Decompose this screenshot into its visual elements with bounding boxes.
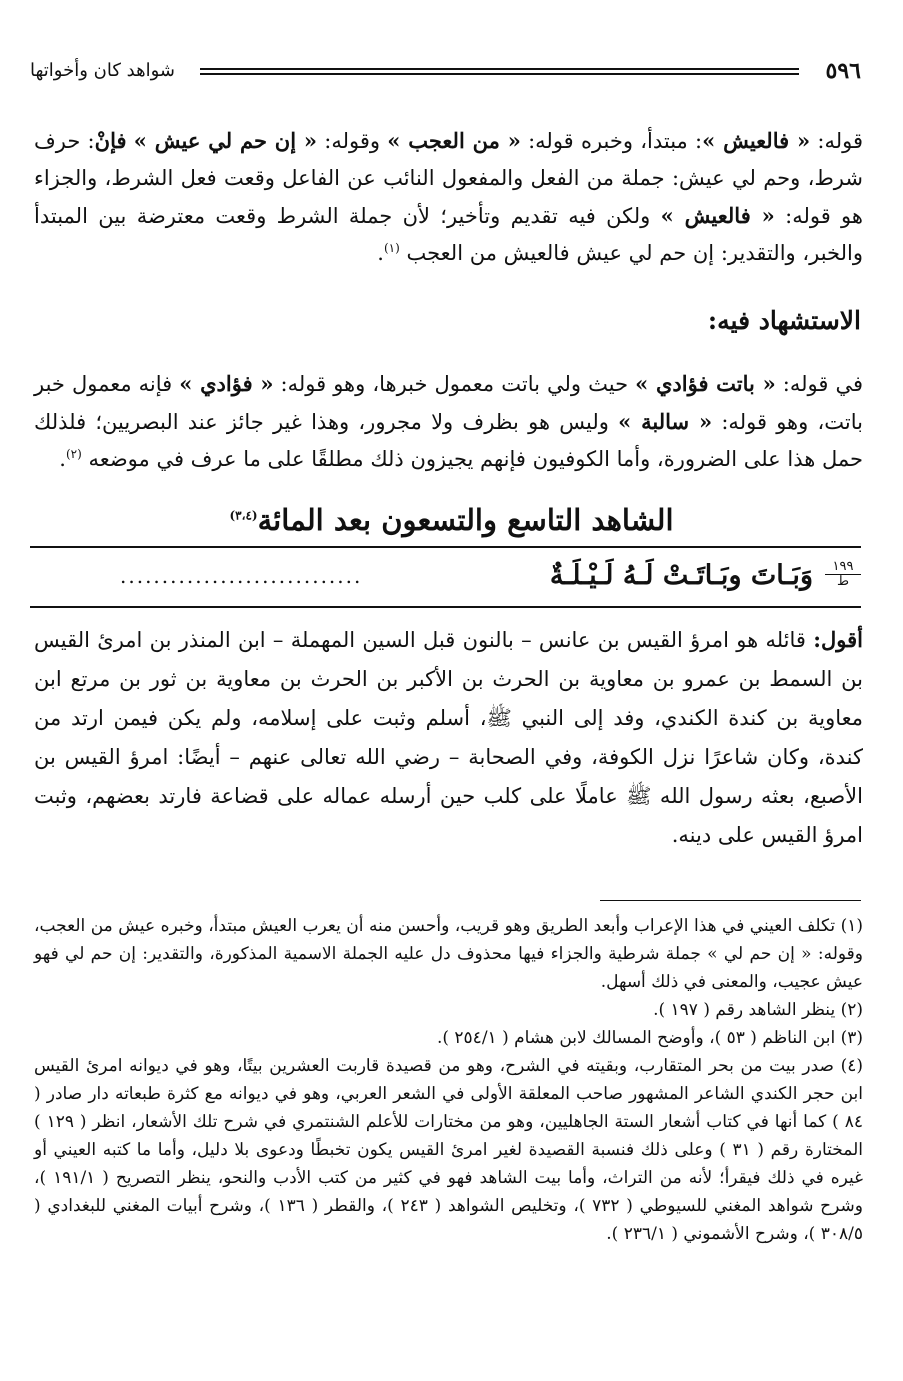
footnote-ref[interactable]: (٢) [65, 447, 82, 461]
footnote-1: (١) تكلف العيني في هذا الإعراب وأبعد الطريق وهو قريب، وأحسن منه أن يعرب العيش مبتدأ، وخبره عيش من العجب، وقوله: « إن حم لي » جملة شرطية والجزاء فيها محذوف دل عليه الجملة الاسمية المذكورة، والتقدير: إن حم لي فهو عيش عجيب، والمعنى في ذلك أسهل. [34, 916, 863, 992]
header-rule [200, 68, 799, 75]
quoted-term: « فؤادي » [179, 371, 274, 396]
text-run: وقوله: [317, 129, 388, 153]
footnote-ref[interactable]: (١) [383, 241, 400, 255]
footnote-separator [600, 900, 861, 901]
footnotes [34, 912, 863, 1248]
quoted-term: « من العجب » [387, 128, 521, 153]
witness-heading-text: الشاهد التاسع والتسعون بعد المائة [257, 503, 674, 537]
quoted-term: « فالعيش » [702, 128, 811, 153]
text-run: فإنه معمول خبر باتت، وهو قوله: [34, 372, 863, 434]
verse-number [825, 560, 861, 589]
text-run: قوله: [810, 129, 863, 153]
paragraph-analysis [34, 122, 863, 272]
text-run: . [59, 447, 66, 471]
footnote-2: (٢) ينظر الشاهد رقم ( ١٩٧ ). [653, 1000, 863, 1020]
footnote-3: (٣) ابن الناظم ( ٥٣ )، وأوضح المسالك لابن هشام ( ٢٥٤/١ ). [436, 1028, 863, 1048]
text-run: : حرف شرط، وحم لي عيش: جملة من الفعل والمفعول النائب عن الفاعل وقعت فعل الشرط، والجزاء هو قوله: [34, 129, 863, 228]
verse-number-sub: ط [836, 574, 850, 589]
quoted-term: « فالعيش » [660, 203, 775, 228]
text-run: حيث ولي باتت معمول خبرها، وهو قوله: [273, 372, 636, 396]
quoted-term: فإنْ [94, 128, 127, 153]
text-run: في قوله: [775, 372, 864, 396]
text-run: وليس هو بظرف ولا مجرور، وهذا غير جائز عند البصريين؛ فلذلك حمل هذا على الضرورة، وأما الكوفيون فإنهم يجيزون ذلك مطلقًا على ما عرف في موضعه [34, 410, 863, 471]
verse-line [30, 556, 861, 602]
quoted-term: « سالبة » [618, 409, 713, 434]
verse-ellipsis: ............................. [120, 564, 363, 588]
quoted-term: « إن حم لي عيش » [133, 128, 318, 153]
text-run [127, 129, 134, 153]
page-number: ٥٩٦ [825, 58, 861, 84]
verse-text: وَبَـاتَ وبَـاتَـتْ لَـهُ لَـيْـلَـةٌ [549, 560, 813, 591]
quoted-term: « باتت فؤادي » [635, 371, 776, 396]
text-run: : مبتدأ، وخبره قوله: [520, 129, 703, 153]
text-run: ولكن فيه تقديم وتأخير؛ لأن جملة الشرط وقعت معترضة بين المبتدأ والخبر، والتقدير: إن حم لي عيش فالعيش من العجب [34, 204, 863, 265]
lead-word: أقول: [813, 627, 863, 652]
running-header [30, 58, 861, 92]
text-run: . [377, 241, 384, 265]
text-run: قائله هو امرؤ القيس بن عانس – بالنون قبل السين المهملة – ابن المنذر بن امرئ القيس بن السمط بن عمرو بن معاوية بن الحرث بن الأكبر بن الحرث بن معاوية بن ثور بن مرتع ابن معاوية بن كندة الكندي، وفد إلى النبي ﷺ، أسلم وثبت على إسلامه، ولم يكن فيمن ارتد من كندة، وكان شاعرًا نزل الكوفة، وفي الصحابة – رضي الله تعالى عنهم – أيضًا: امرؤ القيس بن الأصبع، بعثه رسول الله ﷺ عاملًا على كلب حين أرسله عماله على قضاعة فارتد بعضهم، وثبت امرؤ القيس على دينه. [34, 628, 863, 847]
verse-number-value: ١٩٩ [825, 560, 861, 575]
footnote-4: (٤) صدر بيت من بحر المتقارب، وبقيته في الشرح، وهو من قصيدة قاربت العشرين بيتًا، وهو في ديوانه امرئ القيس ابن حجر الكندي الشاعر المشهور صاحب المعلقة الأولى في الشعر العربي، وهو في ديوانه مع كثرة طبعاته دار صادر ( ٨٤ ) كما أنها في كتاب أشعار الستة الجاهليين، وهو من مختارات للأعلم الشنتمري في شرح تلك الأشعار، انظر ( ١٢٩ ) المختارة رقم ( ٣١ ) وعلى ذلك فنسبة القصيدة لغير امرئ القيس يكون تخبطًا ودعوى بلا دليل، وأما ما كتبه العيني أو غيره في ذلك فيقرأ؛ لأنه من التراث، وأما بيت الشاهد فهو في كثير من كتب الأدب والنحو، ينظر التصريح ( ١٩١/١ )، وشرح شواهد المغني للسيوطي ( ٧٣٢ )، وتخليص الشواهد ( ٢٤٣ )، والقطر ( ١٣٦ )، وشرح أبيات المغني للبغدادي ( ٣٠٨/٥ )، وشرح الأشموني ( ٢٣٦/١ ). [34, 1056, 863, 1244]
paragraph-citation [34, 365, 863, 478]
verse-bottom-rule [30, 606, 861, 608]
paragraph-author [34, 620, 863, 855]
running-title: شواهد كان وأخواتها [30, 60, 175, 81]
witness-heading [0, 503, 903, 537]
verse-top-rule [30, 546, 861, 548]
section-heading: الاستشهاد فيه: [707, 306, 861, 335]
footnote-ref[interactable]: (٣،٤) [229, 508, 258, 523]
